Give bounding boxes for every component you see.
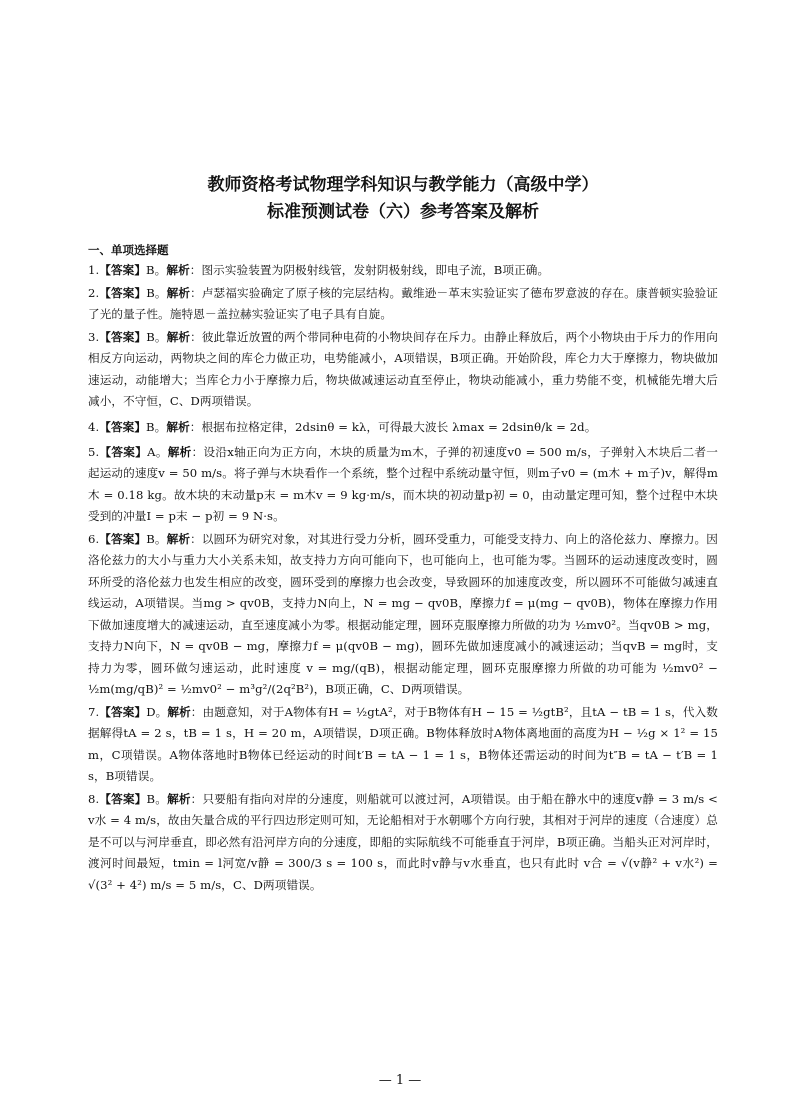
analysis-text: ：彼此靠近放置的两个带同种电荷的小物块间存在斥力。由静止释放后，两个小物块由于斥力的作用向相反方向运动，两物块之间的库仑力做正功，电势能减小，A项错误，B项正确。开始阶段，库仑力大于摩擦力，物块做加速运动，动能增大；当库仑力小于摩擦力后，物块做减速运动直至停止，物块动能减小，重力势能不变，机械能先增大后减小，不守恒，C、D两项错误。 xyxy=(88,329,718,408)
answer-choice: B。 xyxy=(146,791,168,806)
analysis-text: ：图示实验装置为阴极射线管，发射阴极射线，即电子流，B项正确。 xyxy=(189,263,550,277)
item-number: 5. xyxy=(88,444,100,459)
answer-label: 【答案】 xyxy=(99,419,147,434)
document-title-line2: 标准预测试卷（六）参考答案及解析 xyxy=(267,202,539,222)
answer-label: 【答案】 xyxy=(99,285,147,300)
answer-page xyxy=(88,172,718,896)
item-number: 2. xyxy=(88,285,100,300)
analysis-label: 解析 xyxy=(166,329,191,344)
analysis-text: ：由题意知，对于A物体有H = ½gtA²，对于B物体有H − 15 = ½gtB²，且tA − tB = 1 s，代入数据解得tA = 2 s，tB = 1 s，H = 20 m，A项错误，D项正确。B物体释放时A物体离地面的高度为H − ½g × 1² = 15 m，C项错误。A物体落地时B物体已经运动的时间t′B = tA − 1 = 1 s，B物体还需运动的时间为t″B = tA − t′B = 1 s，B项错误。 xyxy=(88,704,719,783)
answer-label: 【答案】 xyxy=(99,329,147,344)
item-number: 3. xyxy=(88,329,100,344)
analysis-text: ：以圆环为研究对象，对其进行受力分析，圆环受重力，可能受支持力、向上的洛伦兹力、摩擦力。因洛伦兹力的大小与重力大小关系未知，故支持力方向可能向下，也可能向上，也可能为零。当圆环的运动速度改变时，圆环所受的洛伦兹力也发生相应的改变，圆环受到的摩擦力也会改变，导致圆环的加速度改变，所以圆环不可能做匀减速直线运动，A项错误。当mg > qv0B，支持力N向上，N = mg − qv0B，摩擦力f = μ(mg − qv0B)，物体在摩擦力作用下做加速度增大的减速运动，直至速度减小为零。根据动能定理，圆环克服摩擦力所做的功为 ½mv0²。当qv0B > mg，支持力N向下，N = qv0B − mg，摩擦力f = μ(qv0B − mg)，圆环先做加速度减小的减速运动；当qvB = mg时，支持力为零，圆环做匀速运动，此时速度 v = mg/(qB)，根据动能定理，圆环克服摩擦力所做的功可能为 ½mv0² − ½m(mg/qB)² = ½mv0² − m³g²/(2q²B²)，B项正确，C、D两项错误。 xyxy=(88,531,718,696)
analysis-label: 解析 xyxy=(166,531,191,546)
answer-choice: B。 xyxy=(146,531,167,546)
answer-choice: B。 xyxy=(146,419,167,434)
document-title-line1: 教师资格考试物理学科知识与教学能力（高级中学） xyxy=(207,175,599,195)
answer-item-1 xyxy=(88,260,718,282)
analysis-label: 解析 xyxy=(167,704,191,719)
answer-choice: B。 xyxy=(146,263,167,277)
answer-label: 【答案】 xyxy=(99,531,147,546)
analysis-label: 解析 xyxy=(167,444,192,459)
answer-label: 【答案】 xyxy=(99,704,147,719)
answer-item-7 xyxy=(88,702,718,788)
analysis-text: ：设沿x轴正向为正方向，木块的质量为m木，子弹的初速度v0 = 500 m/s，子弹射入木块后二者一起运动的速度v = 50 m/s。将子弹与木块看作一个系统，整个过程中系统动量守恒，则m子v0 = (m木 + m子)v，解得m木 = 0.18 kg。故木块的末动量p末 = m木v = 9 kg·m/s，而木块的初动量p初 = 0，由动量定理可知，整个过程中木块受到的冲量I = p末 − p初 = 9 N·s。 xyxy=(88,444,719,523)
analysis-label: 解析 xyxy=(166,419,190,434)
item-number: 1. xyxy=(88,263,100,277)
answer-choice: B。 xyxy=(146,285,167,300)
analysis-text: ：根据布拉格定律，2dsinθ = kλ，可得最大波长 λmax = 2dsinθ/k = 2d。 xyxy=(189,419,597,434)
answer-choice: B。 xyxy=(146,329,167,344)
analysis-text: ：卢瑟福实验确定了原子核的完层结构。戴维逊－革末实验证实了德布罗意波的存在。康普顿实验验证了光的量子性。施特恩－盖拉赫实验证实了电子具有自旋。 xyxy=(88,285,718,321)
page-number: — 1 — xyxy=(378,1073,422,1088)
answer-item-6 xyxy=(88,529,718,701)
answer-label: 【答案】 xyxy=(99,444,148,459)
item-number: 4. xyxy=(88,419,100,434)
answer-item-4 xyxy=(88,414,718,441)
answer-label: 【答案】 xyxy=(99,263,147,277)
analysis-text: ：只要船有指向对岸的分速度，则船就可以渡过河，A项错误。由于船在静水中的速度v静 = 3 m/s < v水 = 4 m/s，故由矢量合成的平行四边形定则可知，无论船相对于水朝哪个方向行驶，其相对于河岸的速度（合速度）总是不可以与河岸垂直，即必然有沿河岸方向的分速度，即船的实际航线不可能垂直于河岸，B项正确。当船头正对河岸时，渡河时间最短，tmin = l河宽/v静 = 300/3 s = 100 s，而此时v静与v水垂直，也只有此时 v合 = √(v静² + v水²) = √(3² + 4²) m/s = 5 m/s，C、D两项错误。 xyxy=(88,791,718,892)
item-number: 8. xyxy=(88,791,100,806)
answer-item-8 xyxy=(88,789,718,897)
analysis-label: 解析 xyxy=(166,263,190,277)
answer-label: 【答案】 xyxy=(99,791,147,806)
analysis-label: 解析 xyxy=(166,285,191,300)
answer-item-5 xyxy=(88,442,718,528)
section-heading: 一、单项选择题 xyxy=(88,243,169,257)
answer-choice: D。 xyxy=(146,704,168,719)
analysis-label: 解析 xyxy=(167,791,191,806)
answer-item-3 xyxy=(88,327,718,413)
item-number: 7. xyxy=(88,704,100,719)
answer-choice: A。 xyxy=(147,444,168,459)
item-number: 6. xyxy=(88,531,100,546)
answer-item-2 xyxy=(88,283,718,326)
